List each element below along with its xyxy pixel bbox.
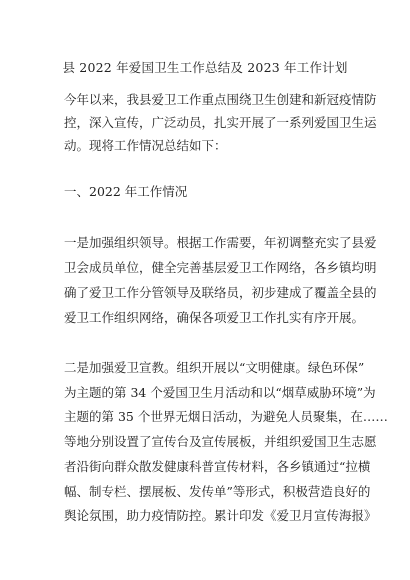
para2-line-3: 主题的第 35 个世界无烟日活动，为避免人员聚集，在…… bbox=[64, 409, 388, 424]
para2-line-1: 二是加强爱卫宣教。组织开展以“文明健康。绿色环保” bbox=[64, 360, 365, 375]
para1-line-4: 爱卫工作组织网络，确保各项爱卫工作扎实有序开展。 bbox=[64, 310, 365, 325]
intro-line-1: 今年以来，我县爱卫工作重点围绕卫生创建和新冠疫情防 bbox=[64, 92, 377, 107]
para2-line-5: 者沿街向群众散发健康科普宣传材料，各乡镇通过“拉横 bbox=[64, 459, 371, 474]
section-heading: 一、2022 年工作情况 bbox=[64, 184, 188, 199]
para1-line-3: 确了爱卫工作分管领导及联络员，初步建成了覆盖全县的 bbox=[64, 285, 377, 300]
intro-line-3: 动。现将工作情况总结如下： bbox=[64, 138, 227, 153]
para1-line-1: 一是加强组织领导。根据工作需要，年初调整充实了县爱 bbox=[64, 235, 377, 250]
para2-line-6: 幅、制专栏、摆展板、发传单”等形式，积极营造良好的 bbox=[64, 484, 371, 499]
para2-line-4: 等地分别设置了宣传台及宣传展板，并组织爱国卫生志愿 bbox=[64, 434, 377, 449]
para2-line-2: 为主题的第 34 个爱国卫生月活动和以“烟草威胁环境”为 bbox=[64, 385, 376, 400]
document-title: 县 2022 年爱国卫生工作总结及 2023 年工作计划 bbox=[62, 60, 348, 75]
para2-line-7: 舆论氛围，助力疫情防控。累计印发《爱卫月宣传海报》 bbox=[64, 508, 377, 523]
para1-line-2: 卫会成员单位，健全完善基层爱卫工作网络，各乡镇均明 bbox=[64, 260, 377, 275]
intro-line-2: 控，深入宣传，广泛动员，扎实开展了一系列爱国卫生运 bbox=[64, 115, 377, 130]
